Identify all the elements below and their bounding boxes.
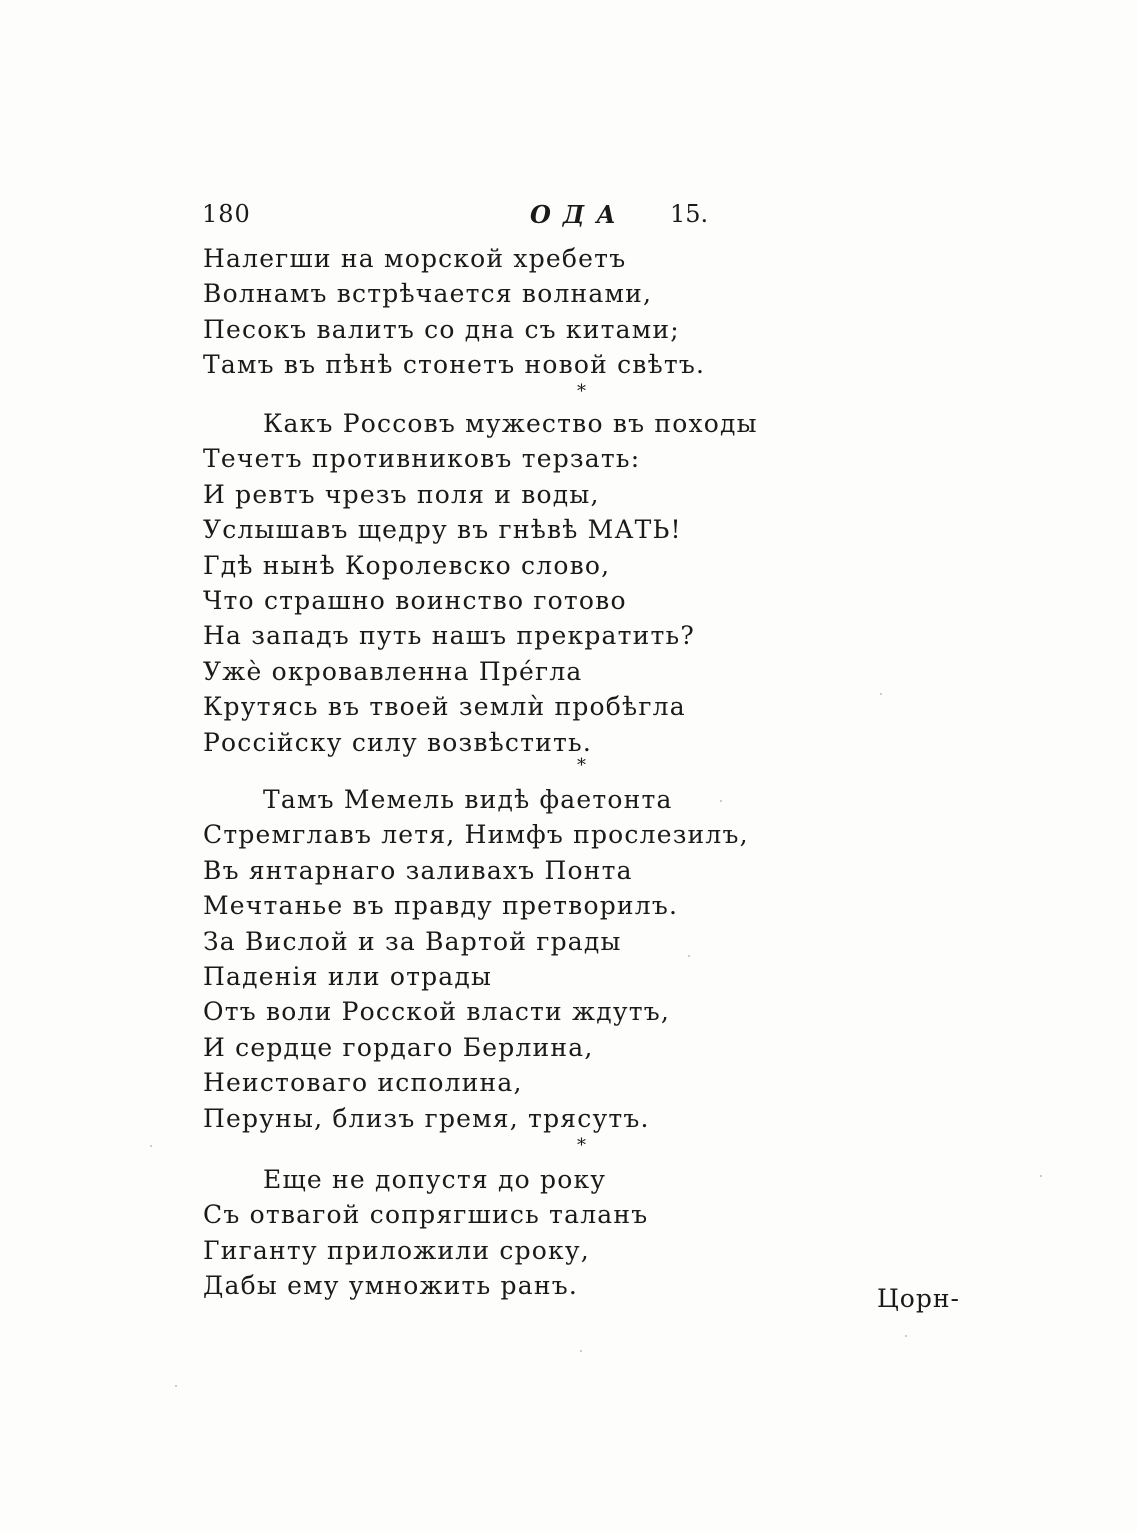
verse-line: Дабы ему умножить ранъ. bbox=[203, 1271, 578, 1301]
stanza-separator: * bbox=[577, 381, 586, 402]
verse-line: На западъ путь нашъ прекратить? bbox=[203, 621, 695, 651]
catchword: Цорн- bbox=[877, 1284, 960, 1313]
verse-line: Еще не допустя до року bbox=[263, 1165, 607, 1194]
paper-speck bbox=[1040, 1175, 1042, 1177]
stanza-1 bbox=[203, 241, 763, 383]
verse-line: Песокъ валитъ со дна съ китами; bbox=[203, 314, 680, 344]
stanza-4 bbox=[203, 1162, 763, 1304]
verse-line: За Вислой и за Вартой грады bbox=[203, 926, 622, 956]
verse-line: Гдѣ нынѣ Королевско слово, bbox=[203, 550, 611, 580]
verse-line: Тамъ въ пѣнѣ стонетъ новой свѣтъ. bbox=[203, 350, 706, 380]
verse-line: Россійску силу возвѣстить. bbox=[203, 727, 593, 757]
paper-speck bbox=[150, 1145, 152, 1147]
verse-line: Отъ воли Росской власти ждутъ, bbox=[203, 997, 671, 1027]
stanza-separator: * bbox=[577, 755, 586, 776]
page-number: 180 bbox=[202, 200, 251, 228]
paper-speck bbox=[175, 1385, 177, 1387]
verse-line: Въ янтарнаго заливахъ Понта bbox=[203, 855, 633, 885]
page-header bbox=[200, 200, 710, 236]
verse-line: Паденія или отрады bbox=[203, 961, 493, 991]
verse-line: Перуны, близъ гремя, трясутъ. bbox=[203, 1103, 650, 1133]
paper-speck bbox=[580, 1350, 582, 1352]
verse-line: Ужè окровавленна Прéгла bbox=[203, 656, 583, 686]
verse-line: И ревтъ чрезъ поля и воды, bbox=[203, 479, 600, 509]
running-title: ОДА bbox=[530, 200, 628, 229]
paper-speck bbox=[688, 955, 690, 957]
verse-line: Что страшно воинство готово bbox=[203, 585, 627, 615]
verse-line: Стремглавъ летя, Нимфъ прослезилъ, bbox=[203, 820, 749, 850]
paper-speck bbox=[720, 800, 722, 802]
verse-line: Неистоваго исполина, bbox=[203, 1068, 523, 1098]
stanza-separator: * bbox=[577, 1135, 586, 1156]
verse-line: Тамъ Мемель видѣ фаетонта bbox=[263, 785, 673, 814]
verse-line: И сердце гордаго Берлина, bbox=[203, 1032, 594, 1062]
verse-line: Волнамъ встрѣчается волнами, bbox=[203, 279, 653, 309]
verse-line: Мечтанье въ правду претворилъ. bbox=[203, 891, 679, 921]
paper-speck bbox=[905, 1335, 907, 1337]
stanza-2 bbox=[203, 406, 763, 760]
verse-line: Съ отвагой сопрягшись таланъ bbox=[203, 1200, 649, 1230]
verse-line: Услышавъ щедру въ гнѣвѣ МАТЬ! bbox=[203, 515, 682, 545]
verse-line: Какъ Россовъ мужество въ походы bbox=[263, 409, 758, 438]
paper-speck bbox=[880, 693, 882, 695]
verse-line: Течетъ противниковъ терзать: bbox=[203, 444, 641, 474]
verse-line: Налегши на морской хребетъ bbox=[203, 244, 627, 273]
stanza-3 bbox=[203, 782, 763, 1136]
ode-number: 15. bbox=[670, 200, 709, 228]
verse-line: Крутясь въ твоей землѝ пробѣгла bbox=[203, 692, 686, 722]
verse-line: Гиганту приложили сроку, bbox=[203, 1235, 590, 1265]
